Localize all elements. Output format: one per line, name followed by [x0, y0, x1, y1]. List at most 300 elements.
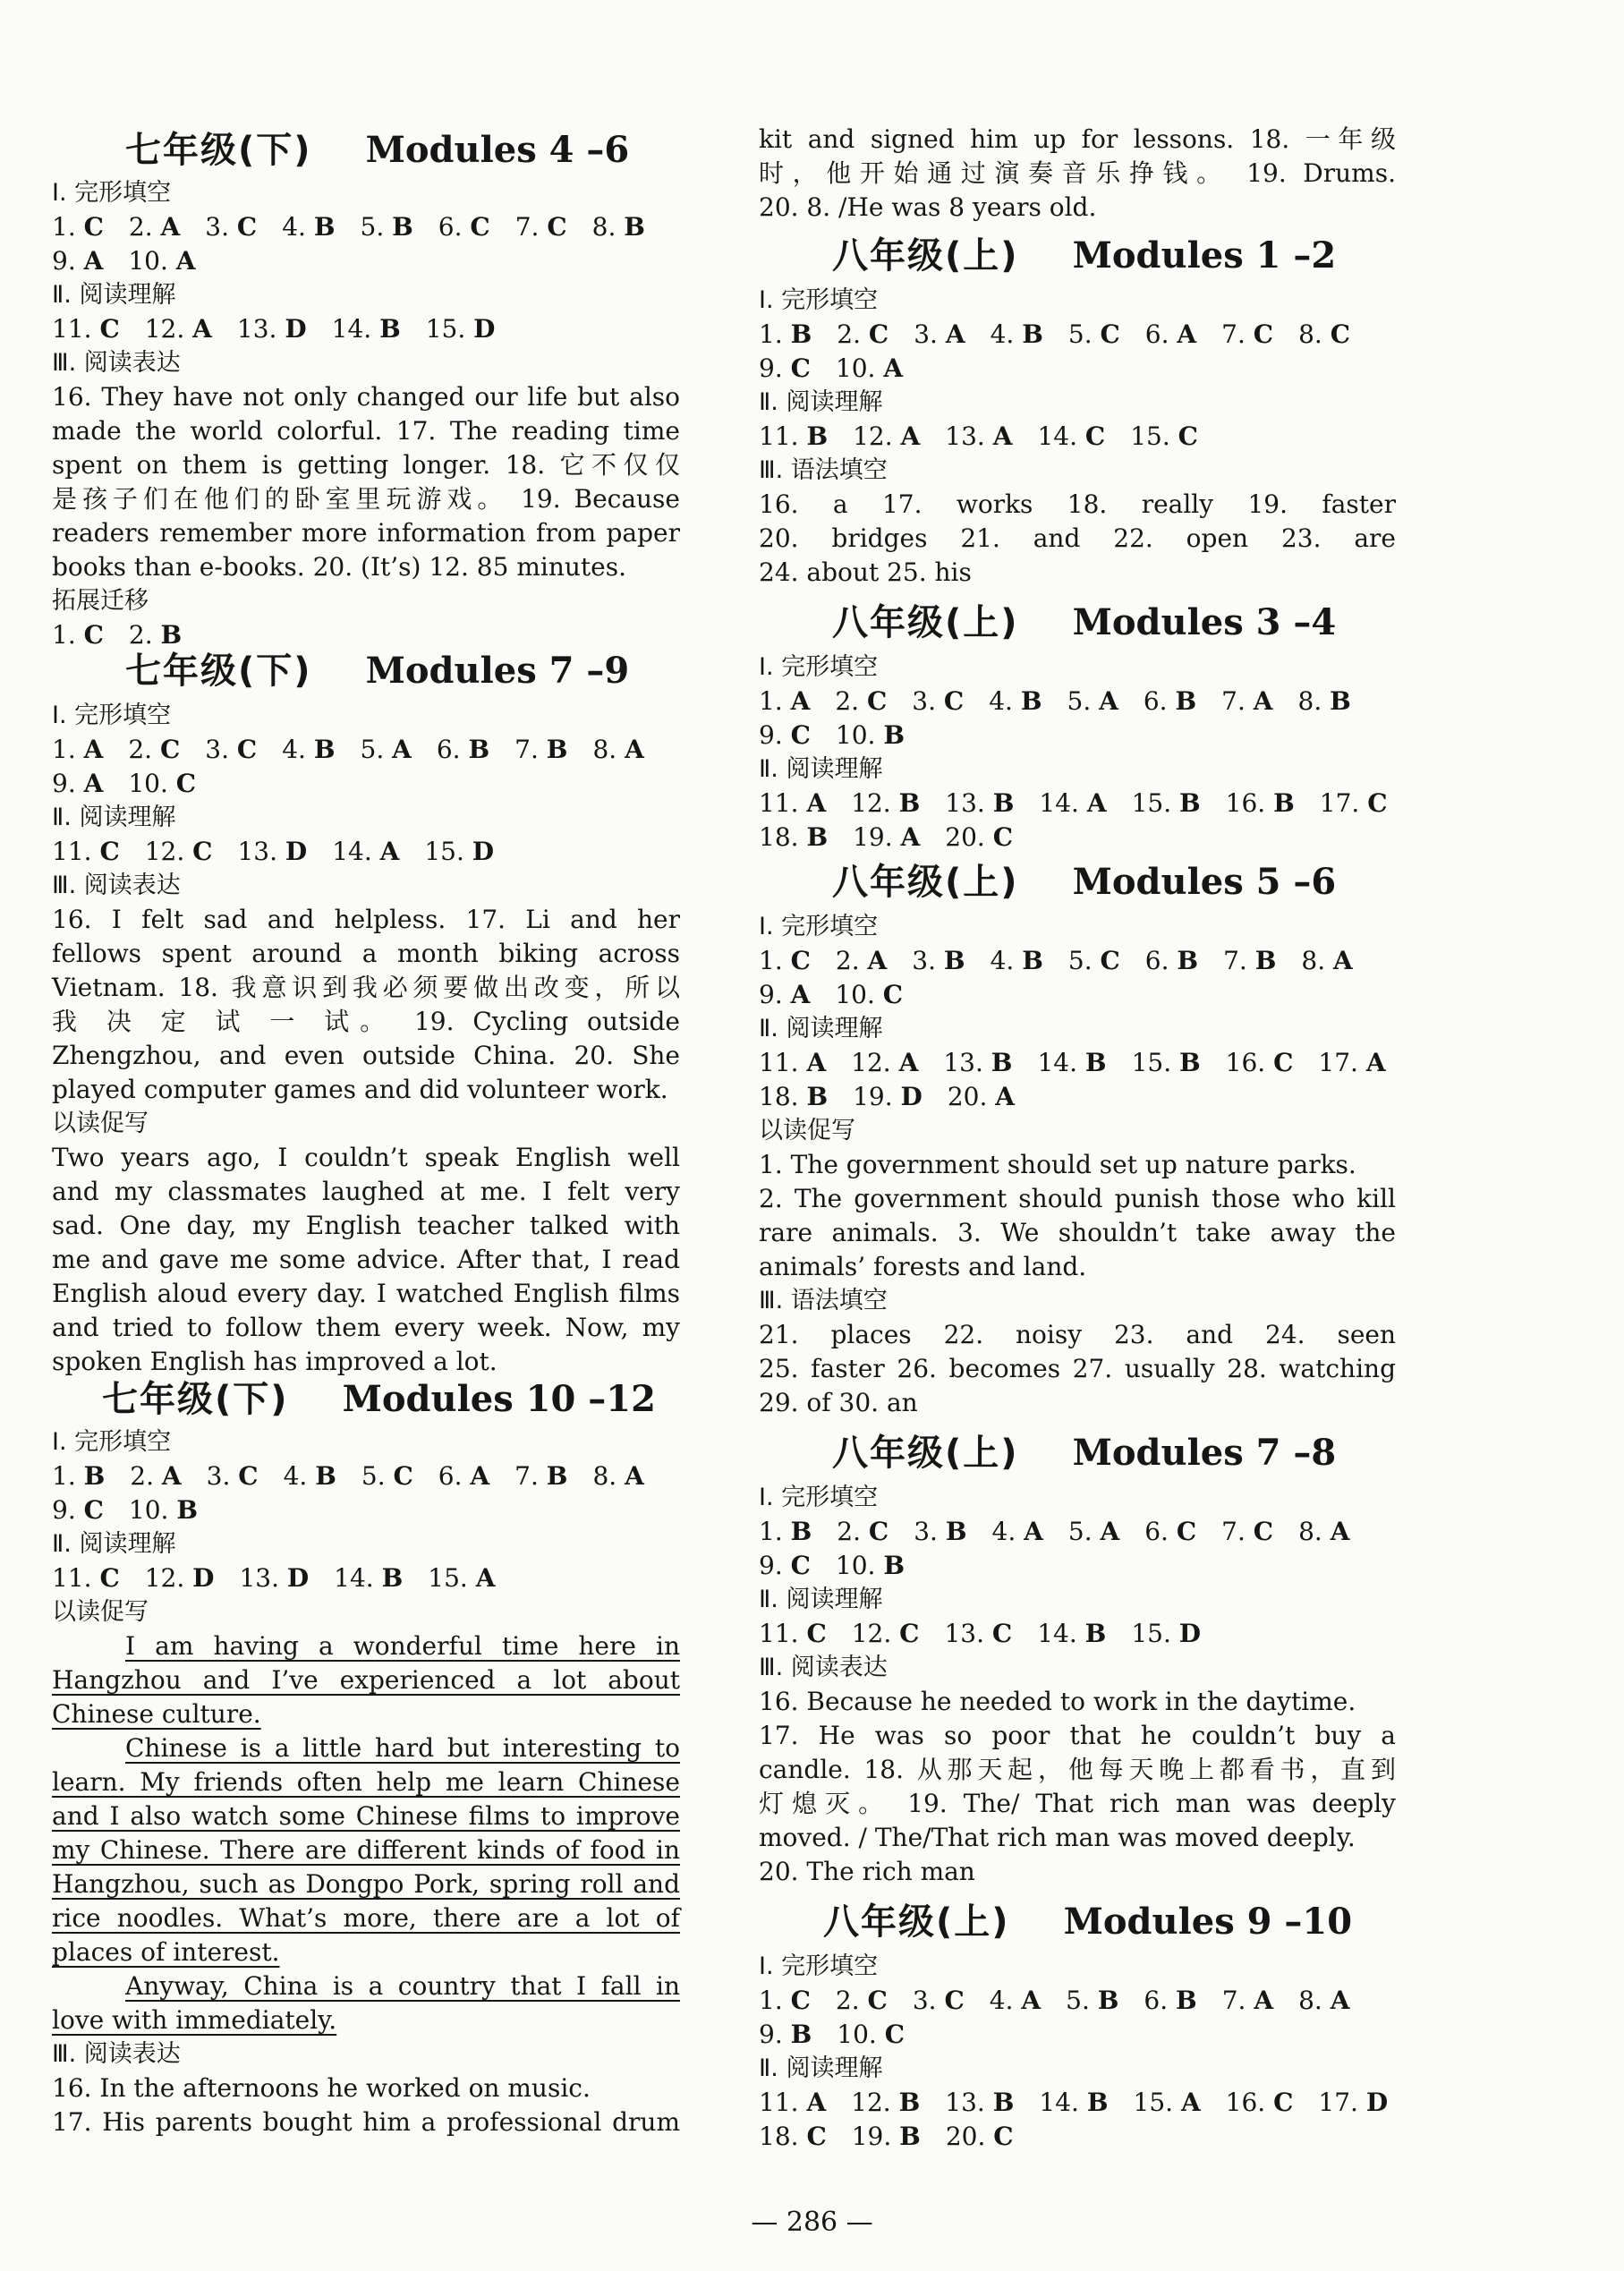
- answer-row: [759, 317, 1396, 353]
- answer-number: 14.: [334, 1563, 382, 1593]
- answer-item: [1130, 419, 1198, 455]
- answer-item: [145, 311, 212, 347]
- answer-number: 12.: [144, 314, 193, 344]
- answer-item: [759, 1079, 828, 1115]
- answer-letter: B: [883, 720, 906, 750]
- answer-letter: A: [1180, 2088, 1201, 2117]
- answer-item: [52, 209, 104, 245]
- answer-letter: C: [470, 212, 490, 242]
- answer-letter: A: [945, 319, 965, 349]
- answer-item: [514, 1459, 567, 1494]
- answer-letter: C: [993, 2122, 1014, 2151]
- answer-number: 5.: [360, 735, 393, 764]
- essay-line: Anyway, China is a country that I fall in: [125, 1971, 680, 2001]
- answer-letter: C: [790, 1986, 811, 2015]
- answer-item: [852, 2119, 921, 2155]
- answer-item: [1144, 1983, 1196, 2019]
- answer-item: [853, 1079, 923, 1115]
- answer-item: [52, 1459, 105, 1494]
- answer-text-line: made the world colorful. 17. The reading time: [52, 416, 680, 446]
- answer-item: [992, 1514, 1043, 1550]
- answer-letter: C: [867, 1986, 888, 2015]
- answer-letter: B: [381, 1563, 404, 1593]
- answer-item: [1037, 1045, 1106, 1081]
- subsection-title: Ⅰ. 完形填空: [759, 1484, 879, 1511]
- answer-text-line: 20. The rich man: [759, 1857, 975, 1886]
- answer-number: 10.: [835, 980, 883, 1009]
- answer-text-line: 20. 8. /He was 8 years old.: [759, 192, 1097, 222]
- answer-number: 5.: [360, 212, 393, 242]
- answer-number: 14.: [331, 314, 380, 344]
- answer-number: 2.: [130, 1461, 162, 1491]
- answer-item: [990, 1983, 1041, 2019]
- answer-item: [759, 2017, 812, 2053]
- answer-letter: C: [943, 686, 965, 716]
- answer-number: 8.: [1298, 319, 1331, 349]
- answer-number: 14.: [1039, 788, 1087, 818]
- answer-letter: B: [806, 421, 829, 451]
- answer-row: [52, 1561, 680, 1596]
- answer-row: [52, 209, 680, 245]
- answer-letter: B: [313, 735, 336, 764]
- answer-item: [1298, 317, 1350, 353]
- answer-item: [914, 317, 965, 353]
- answer-item: [991, 943, 1043, 979]
- essay-line: I am having a wonderful time here in: [125, 1631, 680, 1661]
- answer-item: [426, 311, 496, 347]
- answer-row: [759, 786, 1396, 821]
- answer-letter: B: [1175, 686, 1197, 716]
- answer-letter: C: [1100, 319, 1120, 349]
- answer-number: 16.: [1225, 788, 1274, 818]
- answer-number: 10.: [837, 2020, 885, 2049]
- answer-number: 9.: [759, 2020, 791, 2049]
- essay-line: Chinese is a little hard but interesting to: [125, 1733, 680, 1763]
- answer-text-line: 1. The government should set up nature parks.: [759, 1150, 1356, 1179]
- grade-label: 八年级(上): [823, 1901, 1010, 1943]
- answer-number: 1.: [759, 319, 791, 349]
- answer-item: [438, 1459, 489, 1494]
- answer-text-line: 17. His parents bought him a professional drum: [52, 2107, 680, 2137]
- modules-label: Modules 1 –2: [1072, 234, 1337, 276]
- answer-text-line: English aloud every day. I watched English films: [52, 1279, 680, 1308]
- answer-item: [1068, 943, 1120, 979]
- answer-number: 15.: [1131, 1048, 1179, 1077]
- answer-number: 2.: [835, 946, 868, 975]
- answer-item: [205, 732, 257, 768]
- answer-text-line: Two years ago, I couldn’t speak English well: [52, 1143, 680, 1172]
- answer-letter: A: [161, 1461, 182, 1491]
- answer-letter: B: [883, 1551, 906, 1580]
- grade-label: 八年级(上): [832, 602, 1019, 643]
- answer-item: [1039, 2085, 1108, 2121]
- answer-letter: C: [1253, 319, 1274, 349]
- answer-letter: C: [236, 212, 258, 242]
- answer-letter: C: [1176, 1517, 1197, 1546]
- answer-letter: C: [83, 620, 104, 650]
- answer-item: [835, 684, 887, 719]
- answer-number: 3.: [912, 1986, 945, 2015]
- answer-item: [1144, 684, 1196, 719]
- answer-number: 8.: [1297, 686, 1331, 716]
- answer-number: 12.: [851, 2088, 899, 2117]
- answer-row: [759, 1514, 1396, 1550]
- answer-item: [207, 1459, 259, 1494]
- answer-row: [759, 2119, 1396, 2155]
- answer-letter: B: [790, 319, 812, 349]
- answer-item: [1068, 1514, 1119, 1550]
- answer-number: 3.: [205, 735, 237, 764]
- answer-number: 8.: [1298, 1517, 1331, 1546]
- section-heading: [125, 646, 629, 696]
- answer-item: [1301, 943, 1352, 979]
- answer-number: 19.: [853, 822, 901, 852]
- answer-letter: A: [900, 421, 921, 451]
- answer-letter: B: [943, 946, 965, 975]
- answer-letter: C: [1100, 946, 1120, 975]
- subsection-title: Ⅱ. 阅读理解: [759, 388, 883, 416]
- answer-letter: B: [546, 1461, 568, 1491]
- answer-letter: C: [1330, 319, 1350, 349]
- answer-number: 3.: [914, 1517, 946, 1546]
- answer-number: 10.: [835, 353, 884, 383]
- answer-item: [1134, 2085, 1201, 2121]
- answer-letter: A: [83, 246, 104, 276]
- answer-item: [1226, 2085, 1294, 2121]
- answer-number: 14.: [332, 837, 380, 866]
- answer-letter: A: [379, 837, 400, 866]
- answer-letter: C: [175, 769, 197, 798]
- answer-row: [52, 243, 680, 279]
- answer-number: 12.: [851, 788, 899, 818]
- answer-row: [52, 732, 680, 768]
- answer-number: 11.: [759, 421, 807, 451]
- answer-item: [759, 2119, 827, 2155]
- answer-number: 10.: [835, 720, 884, 750]
- answer-number: 13.: [945, 421, 993, 451]
- answer-item: [759, 684, 810, 719]
- answer-number: 15.: [428, 1563, 476, 1593]
- section-heading: [832, 1428, 1336, 1478]
- subsection-title: Ⅱ. 阅读理解: [759, 1586, 883, 1613]
- answer-number: 9.: [759, 353, 791, 383]
- answer-item: [592, 1459, 643, 1494]
- answer-item: [1223, 943, 1276, 979]
- grade-label: 八年级(上): [832, 862, 1019, 903]
- answer-item: [1318, 2085, 1388, 2121]
- answer-letter: B: [546, 735, 568, 764]
- answer-letter: B: [1179, 1048, 1201, 1077]
- answer-letter: C: [790, 353, 811, 383]
- answer-letter: B: [992, 788, 1015, 818]
- answer-letter: B: [806, 822, 829, 852]
- answer-number: 1.: [759, 946, 791, 975]
- answer-item: [1298, 1983, 1349, 2019]
- answer-text-line: 29. of 30. an: [759, 1388, 918, 1417]
- section-heading: [832, 598, 1336, 648]
- answer-item: [514, 732, 567, 768]
- answer-text-line: 我 决 定 试 一 试。 19. Cycling outside: [52, 1007, 680, 1036]
- answer-letter: B: [1177, 946, 1199, 975]
- answer-number: 2.: [837, 319, 869, 349]
- answer-text-line: 16. In the afternoons he worked on music.: [52, 2073, 591, 2103]
- answer-item: [128, 732, 180, 768]
- answer-number: 18.: [759, 1082, 807, 1111]
- answer-number: 19.: [853, 1082, 901, 1111]
- answer-item: [837, 1514, 889, 1550]
- section-heading: [102, 1374, 656, 1425]
- answer-number: 16.: [1225, 2088, 1274, 2117]
- answer-number: 7.: [514, 1461, 547, 1491]
- answer-letter: A: [992, 421, 1013, 451]
- answer-item: [1226, 1045, 1294, 1081]
- answer-number: 8.: [592, 735, 625, 764]
- answer-row: [759, 684, 1396, 719]
- answer-item: [946, 2119, 1014, 2155]
- answer-text-line: sad. One day, my English teacher talked with: [52, 1211, 680, 1240]
- answer-number: 4.: [283, 1461, 316, 1491]
- answer-text-line: and tried to follow them every week. Now, my: [52, 1313, 680, 1342]
- answer-text-line: kit and signed him up for lessons. 18. 一年级: [759, 124, 1396, 154]
- answer-text-line: and my classmates laughed at me. I felt very: [52, 1177, 680, 1206]
- answer-number: 9.: [759, 1551, 791, 1580]
- answer-number: 4.: [282, 735, 314, 764]
- answer-letter: A: [175, 246, 196, 276]
- answer-letter: B: [992, 2088, 1015, 2117]
- modules-label: Modules 3 –4: [1072, 601, 1337, 643]
- answer-row: [759, 1045, 1396, 1081]
- answer-item: [361, 209, 413, 245]
- answer-item: [592, 209, 645, 245]
- page-number: — 286 —: [751, 2207, 873, 2238]
- subsection-title: 拓展迁移: [52, 587, 149, 615]
- answer-letter: C: [83, 1495, 104, 1525]
- answer-item: [205, 209, 257, 245]
- answer-item: [913, 1983, 965, 2019]
- modules-label: Modules 4 –6: [365, 129, 630, 171]
- subsection-title: Ⅱ. 阅读理解: [52, 281, 176, 309]
- answer-item: [130, 1459, 181, 1494]
- answer-number: 6.: [1144, 319, 1178, 349]
- answer-letter: A: [790, 980, 811, 1009]
- answer-item: [1222, 1983, 1273, 2019]
- subsection-title: 以读促写: [52, 1110, 149, 1137]
- answer-letter: B: [315, 1461, 336, 1491]
- answer-number: 6.: [1143, 686, 1176, 716]
- answer-letter: B: [83, 1461, 106, 1491]
- answer-letter: B: [1086, 2088, 1109, 2117]
- answer-number: 11.: [759, 1619, 807, 1648]
- answer-item: [361, 732, 412, 768]
- answer-number: 2.: [128, 620, 161, 650]
- essay-line: Hangzhou and I’ve experienced a lot about: [52, 1665, 680, 1695]
- answer-item: [1039, 786, 1106, 821]
- section-heading: [832, 231, 1336, 281]
- answer-number: 9.: [759, 720, 791, 750]
- answer-letter: D: [285, 314, 307, 344]
- answer-letter: A: [1330, 1986, 1350, 2015]
- answer-letter: B: [790, 2020, 812, 2049]
- answer-item: [52, 243, 103, 279]
- answer-item: [1298, 1514, 1349, 1550]
- answer-number: 14.: [1039, 2088, 1087, 2117]
- answer-letter: C: [806, 1619, 827, 1648]
- answer-letter: A: [883, 353, 904, 383]
- answer-letter: C: [790, 1551, 811, 1580]
- answer-letter: B: [991, 1048, 1013, 1077]
- answer-item: [1068, 317, 1120, 353]
- answer-number: 8.: [591, 212, 625, 242]
- answer-number: 2.: [128, 735, 160, 764]
- answer-number: 6.: [438, 212, 471, 242]
- answer-letter: C: [899, 1619, 920, 1648]
- answer-item: [1066, 1983, 1118, 2019]
- answer-item: [145, 1561, 215, 1596]
- answer-item: [991, 317, 1043, 353]
- answer-row: [759, 718, 1396, 753]
- grade-label: 七年级(下): [102, 1379, 289, 1420]
- answer-item: [52, 766, 103, 802]
- answer-item: [284, 1459, 336, 1494]
- answer-letter: B: [176, 1495, 199, 1525]
- answer-item: [945, 786, 1014, 821]
- answer-number: 8.: [1298, 1986, 1331, 2015]
- essay-line: my Chinese. There are different kinds of food in: [52, 1835, 680, 1865]
- answer-letter: D: [1178, 1619, 1202, 1648]
- answer-number: 13.: [943, 1048, 991, 1077]
- section-heading: [832, 857, 1336, 907]
- subsection-title: 以读促写: [759, 1117, 855, 1144]
- answer-number: 10.: [128, 769, 176, 798]
- answer-letter: A: [1254, 1986, 1274, 2015]
- answer-item: [836, 718, 905, 753]
- answer-item: [759, 820, 828, 855]
- answer-item: [1221, 1514, 1273, 1550]
- answer-item: [1221, 684, 1272, 719]
- answer-number: 9.: [759, 980, 791, 1009]
- essay-line: rice noodles. What’s more, there are a lot of: [52, 1903, 680, 1933]
- answer-item: [853, 820, 920, 855]
- answer-number: 5.: [1067, 686, 1100, 716]
- answer-number: 12.: [851, 1619, 900, 1648]
- grade-label: 七年级(下): [125, 130, 312, 171]
- answer-number: 6.: [436, 735, 469, 764]
- answer-letter: C: [790, 720, 811, 750]
- answer-text-line: Vietnam. 18. 我意识到我必须要做出改变，所以: [52, 973, 680, 1002]
- answer-number: 13.: [236, 314, 285, 344]
- answer-text-line: spent on them is getting longer. 18. 它不仅仅: [52, 450, 680, 480]
- answer-item: [1320, 786, 1388, 821]
- answer-number: 12.: [853, 421, 901, 451]
- answer-letter: A: [1100, 1517, 1120, 1546]
- answer-number: 7.: [1221, 686, 1254, 716]
- answer-number: 1.: [52, 735, 84, 764]
- answer-letter: B: [1084, 1619, 1107, 1648]
- answer-number: 18.: [759, 2122, 807, 2151]
- modules-label: Modules 7 –9: [365, 650, 630, 692]
- answer-item: [759, 1548, 811, 1584]
- answer-item: [989, 684, 1042, 719]
- answer-number: 7.: [1221, 1517, 1254, 1546]
- answer-number: 4.: [282, 212, 314, 242]
- answer-number: 12.: [144, 1563, 193, 1593]
- answer-letter: B: [1020, 686, 1042, 716]
- answer-text-line: 2. The government should punish those who kill: [759, 1184, 1396, 1213]
- answer-letter: A: [392, 735, 412, 764]
- answer-item: [52, 732, 103, 768]
- answer-number: 19.: [851, 2122, 900, 2151]
- answer-letter: A: [806, 2088, 827, 2117]
- answer-letter: D: [900, 1082, 923, 1111]
- answer-row: [759, 1548, 1396, 1584]
- answer-number: 3.: [206, 1461, 239, 1491]
- answer-letter: C: [1253, 1517, 1274, 1546]
- answer-number: 10.: [835, 1551, 884, 1580]
- answer-text-line: 17. He was so poor that he couldn’t buy a: [759, 1721, 1396, 1750]
- grade-label: 八年级(上): [832, 1433, 1019, 1474]
- subsection-title: Ⅲ. 阅读表达: [52, 872, 181, 899]
- answer-number: 13.: [945, 788, 993, 818]
- answer-item: [1132, 786, 1201, 821]
- answer-number: 7.: [1221, 1986, 1254, 2015]
- answer-item: [592, 732, 643, 768]
- answer-number: 20.: [945, 822, 993, 852]
- answer-row: [759, 1616, 1396, 1652]
- answer-letter: A: [1086, 788, 1107, 818]
- answer-letter: D: [192, 1563, 215, 1593]
- answer-item: [1131, 1616, 1201, 1652]
- answer-letter: C: [1367, 788, 1388, 818]
- answer-text-line: candle. 18. 从那天起，他每天晚上都看书，直到: [759, 1755, 1396, 1784]
- answer-item: [759, 718, 811, 753]
- answer-letter: C: [1273, 1048, 1294, 1077]
- answer-letter: A: [625, 1461, 644, 1491]
- answer-number: 17.: [1318, 2088, 1366, 2117]
- answer-letter: A: [900, 822, 921, 852]
- answer-row: [52, 311, 680, 347]
- answer-number: 15.: [424, 837, 472, 866]
- answer-letter: A: [625, 735, 644, 764]
- answer-number: 4.: [990, 319, 1023, 349]
- answer-letter: A: [160, 212, 181, 242]
- answer-letter: C: [236, 735, 258, 764]
- answer-letter: A: [1253, 686, 1273, 716]
- answer-text-line: books than e-books. 20. (It’s) 12. 85 minutes.: [52, 552, 626, 582]
- answer-row: [759, 1079, 1396, 1115]
- answer-number: 15.: [1131, 788, 1179, 818]
- modules-label: Modules 10 –12: [342, 1378, 656, 1420]
- subsection-title: Ⅱ. 阅读理解: [52, 1530, 176, 1558]
- answer-number: 2.: [837, 1517, 869, 1546]
- answer-row: [759, 943, 1396, 979]
- answer-letter: A: [995, 1082, 1015, 1111]
- answer-letter: B: [313, 212, 336, 242]
- answer-item: [837, 317, 889, 353]
- answer-item: [1145, 317, 1196, 353]
- answer-item: [282, 732, 335, 768]
- answer-item: [759, 317, 812, 353]
- answer-row: [52, 766, 680, 802]
- grade-label: 七年级(下): [125, 651, 312, 692]
- subsection-title: Ⅰ. 完形填空: [759, 1952, 879, 1980]
- answer-item: [759, 977, 810, 1013]
- answer-letter: C: [944, 1986, 965, 2015]
- answer-number: 13.: [239, 1563, 287, 1593]
- answer-letter: C: [192, 837, 213, 866]
- answer-number: 15.: [1130, 421, 1178, 451]
- answer-item: [837, 2017, 905, 2053]
- answer-item: [129, 1493, 198, 1528]
